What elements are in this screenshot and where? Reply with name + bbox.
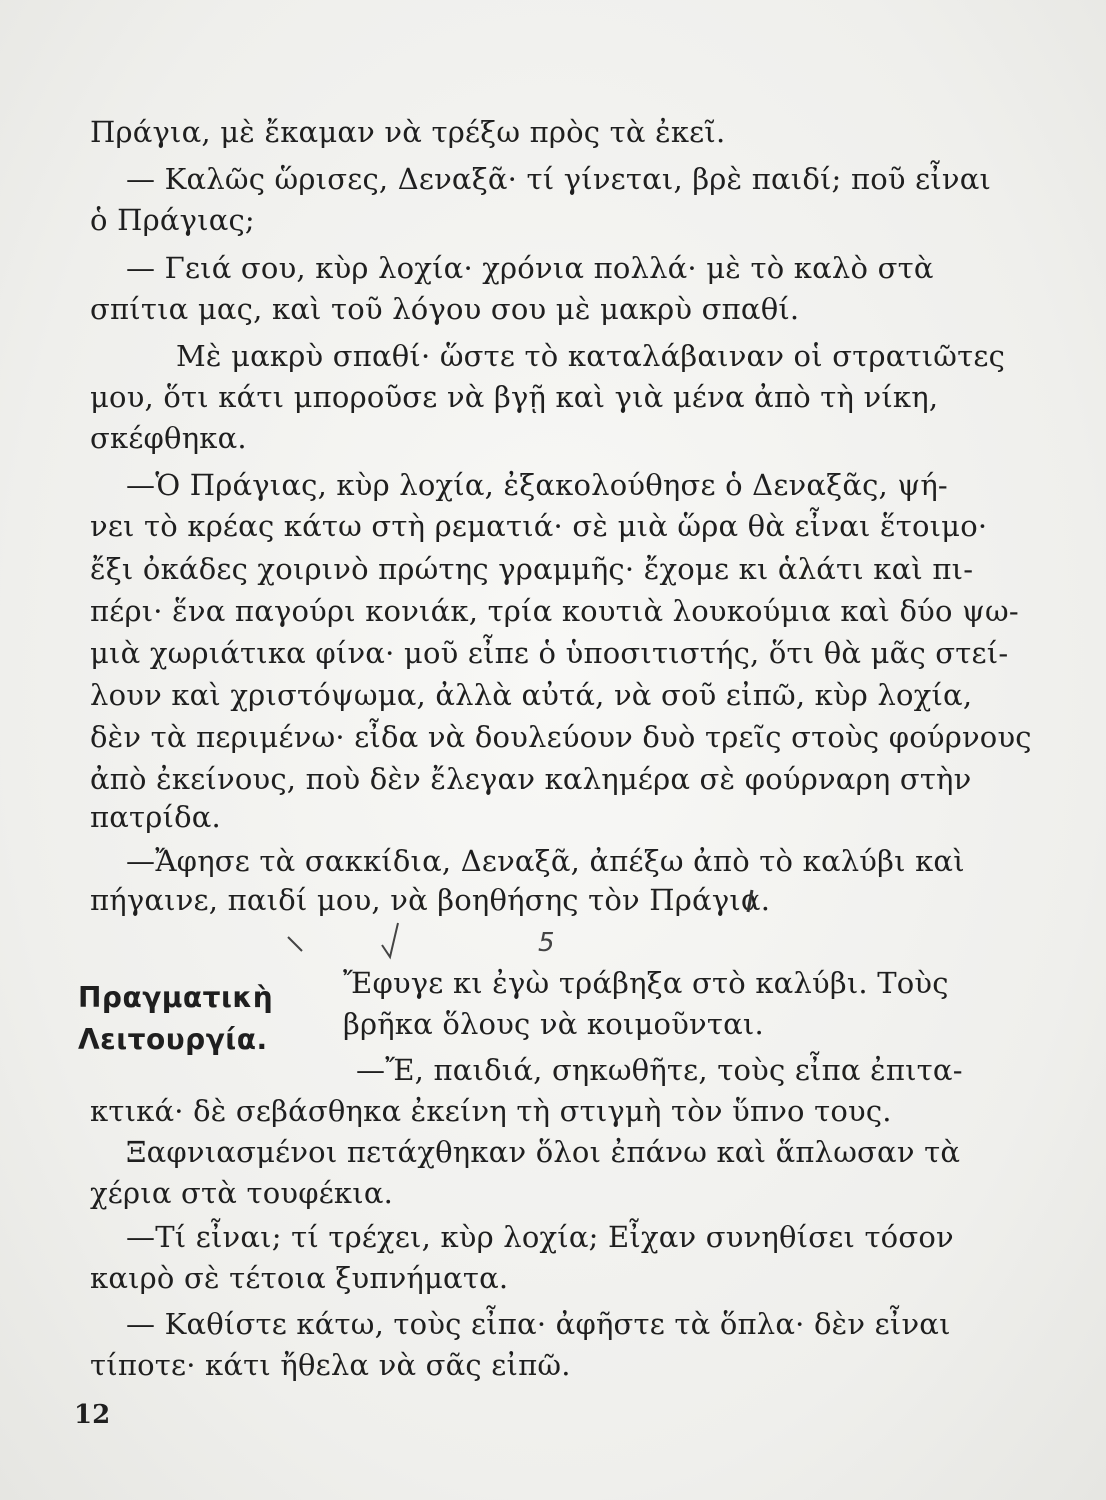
section-text-line: Ξαφνιασμένοι πετάχθηκαν ὅλοι ἐπάνω καὶ ἅπλωσαν τὰ — [126, 1135, 961, 1169]
text-line: δὲν τὰ περιμένω· εἶδα νὰ δουλεύουν δυὸ τρεῖς στοὺς φούρνους — [90, 720, 1032, 754]
text-line: νει τὸ κρέας κάτω στὴ ρεματιά· σὲ μιὰ ὥρα θὰ εἶναι ἕτοιμο· — [90, 509, 988, 543]
section-text-line: κτικά· δὲ σεβάσθηκα ἐκείνη τὴ στιγμὴ τὸν ὕπνο τους. — [90, 1094, 892, 1128]
text-line: ἀπὸ ἐκείνους, ποὺ δὲν ἔλεγαν καλημέρα σὲ φούρναρη στὴν — [90, 762, 972, 796]
text-line: πέρι· ἕνα παγούρι κονιάκ, τρία κουτιὰ λουκούμια καὶ δύο ψω- — [90, 594, 1019, 628]
section-text-line: καιρὸ σὲ τέτοια ξυπνήματα. — [90, 1261, 509, 1295]
handwritten-mark: 5 — [538, 928, 555, 958]
section-text-line: —Ἔ, παιδιά, σηκωθῆτε, τοὺς εἶπα ἐπιτα- — [356, 1053, 963, 1087]
text-line: πατρίδα. — [90, 800, 221, 834]
text-line: σκέφθηκα. — [90, 421, 247, 455]
text-line: Πράγια, μὲ ἔκαμαν νὰ τρέξω πρὸς τὰ ἐκεῖ. — [90, 115, 726, 149]
text-line: — Καλῶς ὥρισες, Δεναξᾶ· τί γίνεται, βρὲ παιδί; ποῦ εἶναι — [126, 162, 992, 196]
section-text-line: —Τί εἶναι; τί τρέχει, κὺρ λοχία; Εἶχαν συνηθίσει τόσον — [126, 1220, 954, 1254]
text-line: μιὰ χωριάτικα φίνα· μοῦ εἶπε ὁ ὑποσιτιστής, ὅτι θὰ μᾶς στεί- — [90, 636, 1009, 670]
section-text-line: βρῆκα ὅλους νὰ κοιμοῦνται. — [343, 1007, 764, 1041]
section-text-line: Ἔφυγε κι ἐγὼ τράβηξα στὸ καλύβι. Τοὺς — [343, 966, 949, 1000]
text-line: —Ὁ Πράγιας, κὺρ λοχία, ἐξακολούθησε ὁ Δεναξᾶς, ψή- — [126, 468, 948, 502]
pencil-slash-icon — [740, 888, 760, 916]
text-line: — Γειά σου, κὺρ λοχία· χρόνια πολλά· μὲ τὸ καλὸ στὰ — [126, 251, 934, 285]
text-line: ἔξι ὀκάδες χοιρινὸ πρώτης γραμμῆς· ἔχομε κι ἁλάτι καὶ πι- — [90, 552, 974, 586]
text-line: Μὲ μακρὺ σπαθί· ὥστε τὸ καταλάβαιναν οἱ στρατιῶτες — [176, 339, 1006, 373]
section-text-line: χέρια στὰ τουφέκια. — [90, 1176, 394, 1210]
text-line: λουν καὶ χριστόψωμα, ἀλλὰ αὐτά, νὰ σοῦ εἰπῶ, κὺρ λοχία, — [90, 678, 973, 712]
text-line: —Ἄφησε τὰ σακκίδια, Δεναξᾶ, ἀπέξω ἀπὸ τὸ καλύβι καὶ — [126, 844, 965, 878]
page-number: 12 — [74, 1400, 111, 1430]
pencil-checkmark-icon — [280, 915, 430, 975]
section-text-line: — Καθίστε κάτω, τοὺς εἶπα· ἀφῆστε τὰ ὅπλα· δὲν εἶναι — [126, 1307, 951, 1341]
margin-note-line: Λειτουργία. — [78, 1023, 268, 1056]
text-line: πήγαινε, παιδί μου, νὰ βοηθήσης τὸν Πράγια. — [90, 883, 771, 917]
section-text-line: τίποτε· κάτι ἤθελα νὰ σᾶς εἰπῶ. — [90, 1348, 571, 1382]
text-line: μου, ὅτι κάτι μποροῦσε νὰ βγῇ καὶ γιὰ μένα ἀπὸ τὴ νίκη, — [90, 380, 939, 414]
margin-note-line: Πραγματικὴ — [78, 981, 274, 1014]
text-line: σπίτια μας, καὶ τοῦ λόγου σου μὲ μακρὺ σπαθί. — [90, 292, 800, 326]
text-line: ὁ Πράγιας; — [90, 203, 255, 237]
